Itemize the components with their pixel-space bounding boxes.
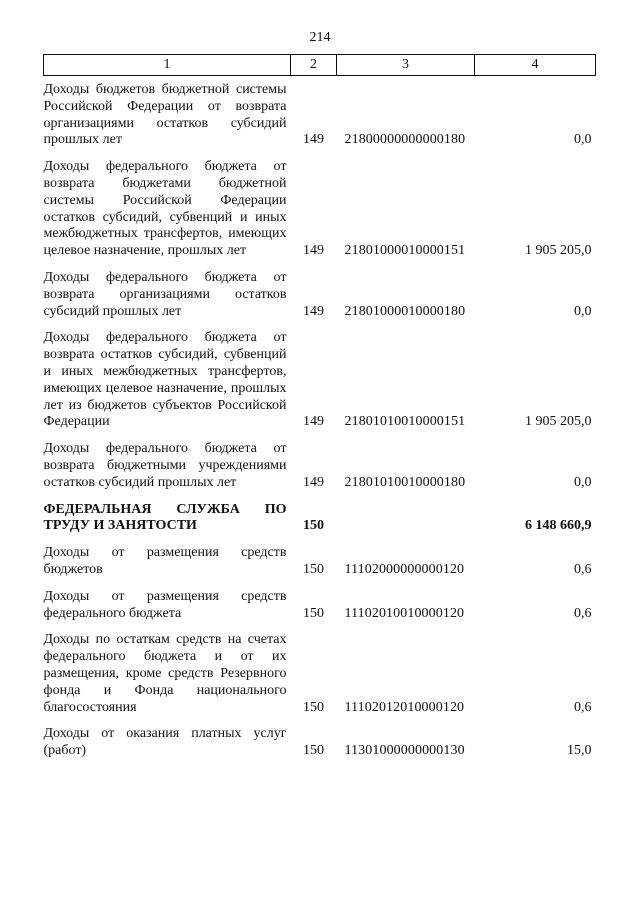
row-budget-code: 21801010010000151 — [344, 414, 466, 430]
table-row — [44, 76, 596, 150]
row-description: ФЕДЕРАЛЬНАЯ СЛУЖБА ПО ТРУДУ И ЗАНЯТОСТИ — [43, 501, 287, 534]
row-budget-code: 21801000010000151 — [344, 243, 466, 259]
row-budget-code: 21801010010000180 — [344, 474, 466, 490]
table-row — [44, 320, 596, 431]
row-admin-code: 150 — [303, 743, 324, 759]
row-budget-code: 11102012010000120 — [344, 699, 465, 715]
table-row — [44, 579, 596, 623]
table-row — [44, 622, 596, 716]
row-description: Доходы от оказания платных услуг (работ) — [43, 726, 287, 759]
row-amount: 1 905 205,0 — [525, 243, 592, 259]
row-amount: 0,0 — [574, 474, 592, 490]
row-description: Доходы федерального бюджета от возврата остатков субсидий, субвенций и иных межбюджетных трансфертов, имеющих целевое назначение, прошлых лет из бюджетов субъектов Российской Федерации — [43, 330, 287, 430]
row-description: Доходы федерального бюджета от возврата организациями остатков субсидий прошлых лет — [43, 269, 287, 319]
row-admin-code: 149 — [303, 303, 324, 319]
row-budget-code — [337, 492, 475, 536]
table-row — [44, 260, 596, 320]
row-admin-code: 149 — [303, 243, 324, 259]
header-col-2: 2 — [291, 55, 337, 76]
row-description: Доходы по остаткам средств на счетах федерального бюджета и от их размещения, кроме средств Резервного фонда и Фонда национального благосостояния — [43, 632, 287, 715]
row-admin-code: 150 — [303, 518, 324, 534]
row-amount: 0,0 — [574, 132, 592, 148]
row-amount: 0,0 — [574, 303, 592, 319]
row-amount: 15,0 — [567, 743, 592, 759]
row-budget-code: 21801000010000180 — [344, 303, 466, 319]
row-admin-code: 149 — [303, 474, 324, 490]
row-description: Доходы федерального бюджета от возврата бюджетами бюджетной системы Российской Федерации остатков субсидий, субвенций и иных межбюджетных трансфертов, имеющих целевое назначение, прошлых лет — [43, 159, 287, 259]
row-amount: 0,6 — [574, 605, 592, 621]
page-number: 214 — [309, 30, 331, 45]
table-body — [44, 76, 596, 760]
table-row — [44, 149, 596, 260]
row-budget-code: 11102010010000120 — [344, 605, 465, 621]
row-admin-code: 150 — [303, 699, 324, 715]
table-header — [44, 55, 596, 76]
row-amount: 6 148 660,9 — [525, 518, 592, 534]
table-row — [44, 535, 596, 579]
row-budget-code: 21800000000000180 — [344, 132, 466, 148]
row-description: Доходы от размещения средств федерального бюджета — [43, 588, 287, 621]
row-admin-code: 150 — [303, 561, 324, 577]
header-col-1: 1 — [44, 55, 291, 76]
row-budget-code: 11102000000000120 — [344, 561, 465, 577]
row-amount: 1 905 205,0 — [525, 414, 592, 430]
row-admin-code: 149 — [303, 414, 324, 430]
row-description: Доходы от размещения средств бюджетов — [43, 545, 287, 577]
row-admin-code: 150 — [303, 605, 324, 621]
row-admin-code: 149 — [303, 132, 324, 148]
row-amount: 0,6 — [574, 699, 592, 715]
row-description: Доходы федерального бюджета от возврата бюджетными учреждениями остатков субсидий прошлых лет — [43, 441, 287, 490]
row-description: Доходы бюджетов бюджетной системы Российской Федерации от возврата организациями остатков субсидий прошлых лет — [43, 82, 287, 148]
row-amount: 0,6 — [574, 561, 592, 577]
row-budget-code: 11301000000000130 — [344, 743, 465, 759]
header-col-4: 4 — [475, 55, 596, 76]
header-col-3: 3 — [337, 55, 475, 76]
table-row — [44, 492, 596, 536]
budget-table — [43, 54, 596, 760]
table-row — [44, 431, 596, 491]
header-row — [44, 55, 596, 76]
table-row — [44, 716, 596, 760]
